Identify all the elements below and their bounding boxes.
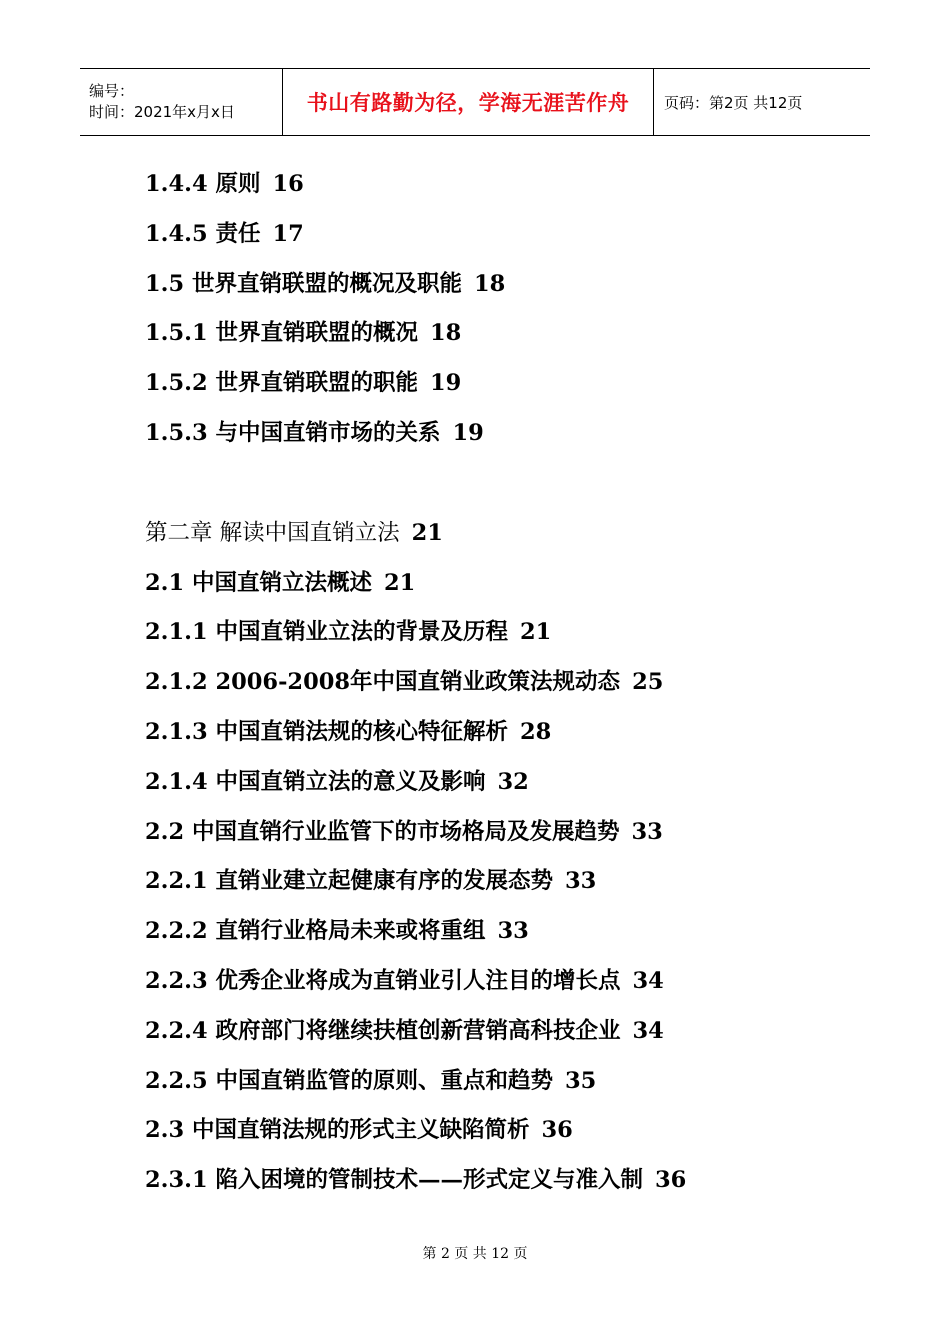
toc-entry-page: 17 [272, 220, 304, 247]
header-motto: 书山有路勤为径，学海无涯苦作舟 [306, 91, 630, 115]
toc-entry-title: 1.5.3 与中国直销市场的关系 [145, 419, 441, 446]
toc-entry-title: 2.2.1 直销业建立起健康有序的发展态势 [145, 868, 553, 895]
toc-entry-page: 21 [383, 569, 416, 596]
toc-chapter-entry[interactable] [145, 513, 686, 563]
toc-entry[interactable] [145, 413, 686, 463]
toc-entry-title: 1.5.1 世界直销联盟的概况 [145, 320, 418, 347]
toc-entry[interactable] [145, 264, 686, 314]
toc-entry-title: 1.5 世界直销联盟的概况及职能 [145, 270, 462, 297]
toc-entry-title: 2.3 中国直销法规的形式主义缺陷简析 [145, 1117, 530, 1144]
page-footer: 第 2 页 共 12 页 [422, 1246, 528, 1262]
toc-entry[interactable] [145, 214, 686, 264]
toc-entry-page: 34 [632, 967, 664, 994]
toc-entry-page: 16 [272, 171, 304, 197]
toc-entry-page: 35 [564, 1067, 597, 1094]
toc-entry[interactable] [145, 612, 686, 662]
toc-entry-page: 34 [632, 1017, 664, 1044]
toc-entry-title: 2.1 中国直销立法概述 [145, 569, 372, 596]
toc-entry[interactable] [145, 662, 686, 712]
toc-entry-page: 33 [631, 818, 663, 845]
toc-entry-title: 1.4.4 原则 [145, 171, 261, 197]
toc-entry[interactable] [145, 911, 686, 961]
toc-entry[interactable] [145, 961, 686, 1011]
toc-entry[interactable] [145, 1110, 686, 1160]
header-page-cell [654, 69, 870, 135]
toc-entry-title: 1.5.2 世界直销联盟的职能 [145, 370, 418, 397]
toc-entry-page: 19 [429, 370, 462, 397]
header-motto-cell [282, 69, 654, 135]
toc-entry[interactable] [145, 1061, 686, 1111]
toc-entry[interactable] [145, 762, 686, 812]
toc-entry-title: 2.1.4 中国直销立法的意义及影响 [145, 768, 486, 795]
toc-entry-title: 2.1.1 中国直销业立法的背景及历程 [145, 619, 508, 646]
toc-entry-page: 19 [452, 419, 484, 446]
toc-entry[interactable] [145, 313, 686, 363]
toc-entry-title: 2.3.1 陷入困境的管制技术——形式定义与准入制 [145, 1167, 643, 1194]
toc-entry-page: 36 [654, 1167, 687, 1194]
toc-entry-page: 21 [411, 519, 443, 546]
toc-entry-page: 28 [519, 718, 552, 745]
document-number-label: 编号： [89, 82, 135, 100]
toc-entry[interactable] [145, 363, 686, 413]
table-of-contents [145, 164, 686, 1210]
toc-entry[interactable] [145, 164, 686, 214]
toc-entry-page: 18 [473, 270, 506, 297]
toc-entry-page: 25 [632, 669, 664, 696]
toc-entry-title: 2.1.3 中国直销法规的核心特征解析 [145, 718, 508, 745]
toc-entry[interactable] [145, 563, 686, 613]
toc-entry-page: 18 [429, 320, 462, 347]
header-page-info: 页码：第2页 共12页 [664, 93, 803, 112]
toc-entry-title: 2.2.2 直销行业格局未来或将重组 [145, 918, 486, 945]
toc-entry[interactable] [145, 812, 686, 862]
header-meta [80, 69, 282, 135]
toc-entry-title: 2.1.2 2006-2008年中国直销业政策法规动态 [145, 669, 621, 696]
toc-entry-page: 36 [541, 1117, 573, 1144]
toc-entry-title: 1.4.5 责任 [145, 220, 261, 247]
document-time: 时间：2021年x月x日 [89, 103, 235, 121]
toc-entry-title: 2.2 中国直销行业监管下的市场格局及发展趋势 [145, 818, 620, 845]
toc-entry-page: 21 [519, 619, 552, 646]
toc-entry[interactable] [145, 712, 686, 762]
toc-entry-title: 2.2.5 中国直销监管的原则、重点和趋势 [145, 1067, 553, 1094]
toc-entry[interactable] [145, 1160, 686, 1210]
toc-entry-page: 33 [497, 918, 529, 945]
toc-entry-page: 33 [564, 868, 597, 895]
toc-entry-title: 2.2.3 优秀企业将成为直销业引人注目的增长点 [145, 967, 621, 994]
toc-entry-title: 2.2.4 政府部门将继续扶植创新营销高科技企业 [145, 1017, 621, 1044]
toc-entry-title: 第二章 解读中国直销立法 [145, 519, 400, 546]
toc-entry-page: 32 [497, 768, 529, 795]
toc-entry[interactable] [145, 1011, 686, 1061]
page-header [80, 68, 870, 136]
toc-entry[interactable] [145, 861, 686, 911]
